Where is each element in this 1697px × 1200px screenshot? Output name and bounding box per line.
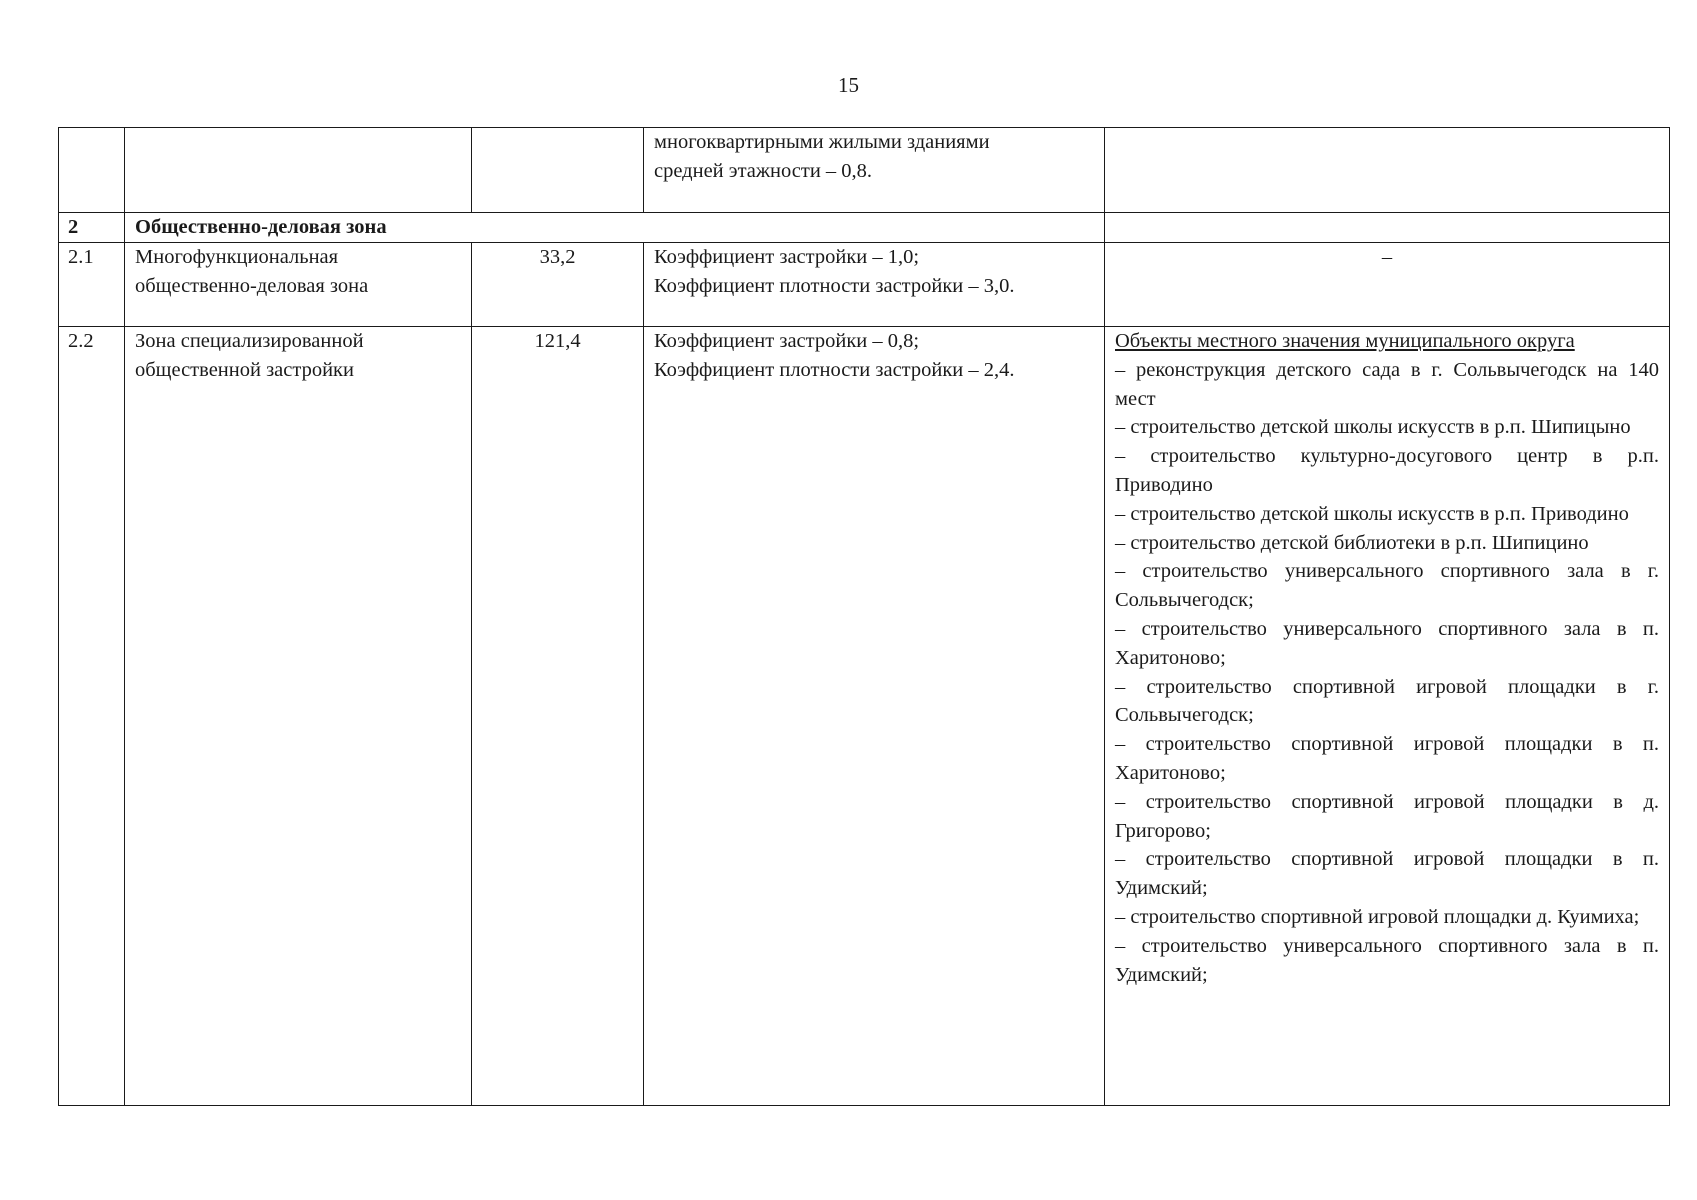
object-item: – строительство детской школы искусств в р.п. Шипицыно — [1115, 416, 1631, 439]
object-item: – строительство детской школы искусств в р.п. Приводино — [1115, 502, 1629, 525]
object-item: – строительство детской библиотеки в р.п. Шипицино — [1115, 531, 1589, 554]
section-title: Общественно-деловая зона — [125, 213, 1105, 243]
object-item: – строительство культурно-досугового центр в р.п. Приводино — [1115, 445, 1659, 496]
object-item: – реконструкция детского сада в г. Сольвычегодск на 140 мест — [1115, 358, 1659, 410]
cell-parameters — [644, 243, 1105, 327]
parameter-line: Коэффициент плотности застройки – 2,4. — [654, 358, 1015, 381]
cell-objects: – — [1105, 243, 1670, 327]
table-row — [59, 243, 1670, 327]
cell-parameters — [644, 128, 1105, 213]
zones-table — [58, 127, 1670, 1106]
object-item: – строительство спортивной игровой площадки в г. Сольвычегодск; — [1115, 675, 1659, 727]
object-item: – строительство универсального спортивного зала в п. Удимский; — [1115, 934, 1659, 986]
parameter-line: многоквартирными жилыми зданиями — [654, 131, 990, 153]
cell-parameters — [644, 327, 1105, 1106]
cell-objects — [1105, 213, 1670, 243]
object-item: – строительство спортивной игровой площадки в д. Григорово; — [1115, 790, 1659, 842]
section-number: 2 — [59, 213, 125, 243]
cell-area — [472, 128, 644, 213]
object-item: – строительство универсального спортивного зала в п. Харитоново; — [1115, 617, 1659, 669]
zone-name-line: общественной застройки — [135, 358, 354, 381]
zone-name-line: общественно-деловая зона — [135, 274, 369, 297]
row-number: 2.1 — [59, 243, 125, 327]
object-item: – строительство спортивной игровой площадки в п. Удимский; — [1115, 848, 1659, 900]
parameter-line: Коэффициент плотности застройки – 3,0. — [654, 274, 1015, 297]
objects-heading: Объекты местного значения муниципального округа — [1115, 330, 1575, 352]
cell-zone-name — [125, 128, 472, 213]
table-row — [59, 327, 1670, 1106]
object-item: – строительство универсального спортивного зала в г. Сольвычегодск; — [1115, 560, 1659, 612]
cell-area: 33,2 — [472, 243, 644, 327]
cell-objects — [1105, 327, 1670, 1106]
zone-name-line: Зона специализированной — [135, 330, 364, 352]
page-number: 15 — [838, 73, 859, 97]
cell-zone-name — [125, 327, 472, 1106]
parameter-line: Коэффициент застройки – 1,0; — [654, 246, 920, 268]
table-row-continuation — [59, 128, 1670, 213]
object-item: – строительство спортивной игровой площадки д. Куимиха; — [1115, 905, 1640, 928]
cell-zone-name — [125, 243, 472, 327]
parameter-line: средней этажности – 0,8. — [654, 159, 873, 182]
cell-area: 121,4 — [472, 327, 644, 1106]
cell-objects — [1105, 128, 1670, 213]
cell-num — [59, 128, 125, 213]
parameter-line: Коэффициент застройки – 0,8; — [654, 330, 920, 352]
zone-name-line: Многофункциональная — [135, 246, 339, 268]
row-number: 2.2 — [59, 327, 125, 1106]
table-row-section — [59, 213, 1670, 243]
object-item: – строительство спортивной игровой площадки в п. Харитоново; — [1115, 733, 1659, 784]
